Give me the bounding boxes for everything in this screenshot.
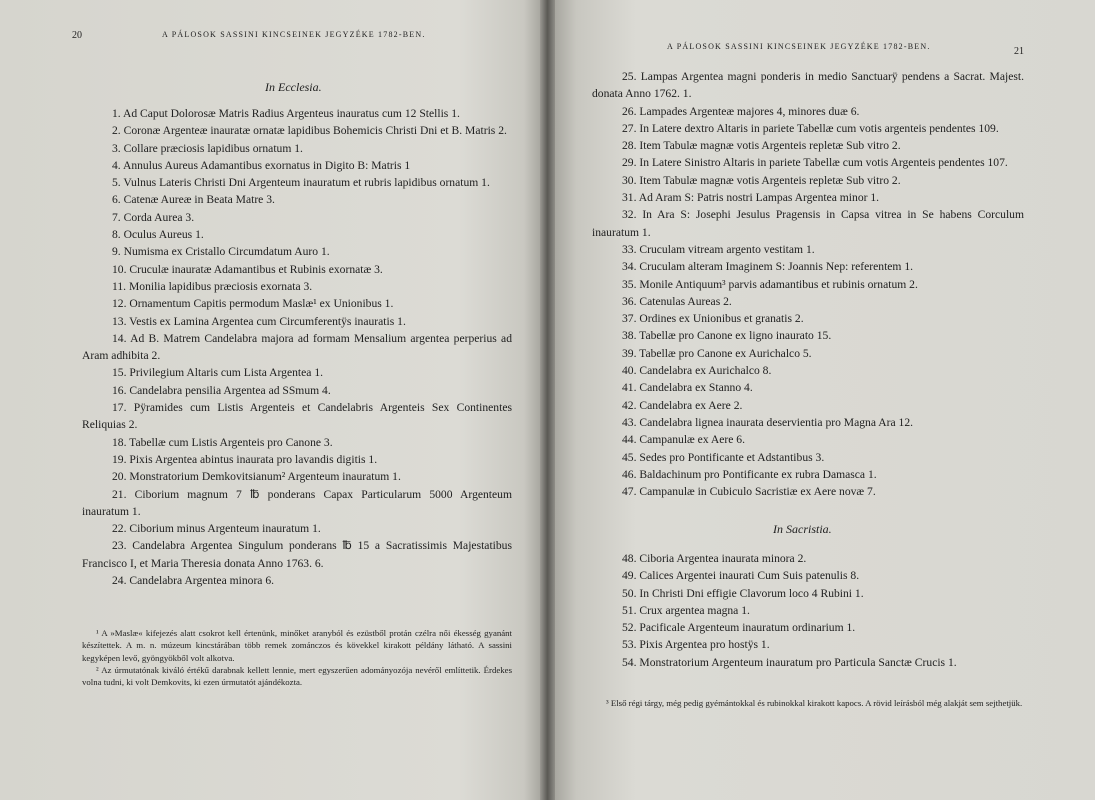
inventory-entry: 4. Annulus Aureus Adamantibus exornatus in Digito B: Matris 1 [112,158,411,172]
inventory-entry: 2. Coronæ Argenteæ inauratæ ornatæ lapidibus Bohemicis Christi Dni et B. Matris 2. [112,124,507,138]
left-page [0,0,540,800]
footnotes [82,627,512,688]
entry-list [82,105,512,589]
inventory-entry: 50. In Christi Dni effigie Clavorum loco 4 Rubini 1. [622,586,864,600]
inventory-entry: 19. Pixis Argentea abintus inaurata pro lavandis digitis 1. [112,452,378,466]
inventory-entry: 40. Candelabra ex Aurichalco 8. [622,364,772,378]
inventory-entry: 11. Monilia lapidibus præciosis exornata 3. [112,279,313,293]
inventory-entry: 33. Cruculam vitream argento vestitam 1. [622,242,815,256]
running-head: A PÁLOSOK SASSINI KINCSEINEK JEGYZÉKE 1782-BEN. [667,42,931,51]
inventory-entry: 13. Vestis ex Lamina Argentea cum Circumferentÿs inauratis 1. [112,314,406,328]
section-title: In Ecclesia. [265,80,322,94]
footnotes [592,697,1024,709]
inventory-entry: 36. Catenulas Aureas 2. [622,294,732,308]
inventory-entry: 15. Privilegium Altaris cum Lista Argentea 1. [112,366,324,380]
inventory-entry: 32. In Ara S: Josephi Jesulus Pragensis in Capsa vitrea in Se habens Corculum inauratum 1. [592,208,1024,239]
footnote: ¹ A »Maslæ« kifejezés alatt csokrot kell értenünk, minőket aranyból és ezüstből protán czélra női ékesség gyanánt készítettek. A m. n. múzeum kincstárában több remek zománczos és kövekkel kirakott példány látható. A sassini kegyképen levő, gyöngyökből volt alkotva. [82,628,512,663]
inventory-entry: 30. Item Tabulæ magnæ votis Argenteis repletæ Sub vitro 2. [622,173,901,187]
inventory-entry: 51. Crux argentea magna 1. [622,603,750,617]
inventory-entry: 49. Calices Argentei inaurati Cum Suis patenulis 8. [622,569,860,583]
inventory-entry: 16. Candelabra pensilia Argentea ad SSmum 4. [112,383,331,397]
inventory-entry: 43. Candelabra lignea inaurata deservientia pro Magna Ara 12. [622,415,914,429]
inventory-entry: 27. In Latere dextro Altaris in pariete Tabellæ cum votis argenteis pendentes 109. [622,121,999,135]
inventory-entry: 6. Catenæ Aureæ in Beata Matre 3. [112,193,275,207]
inventory-entry: 45. Sedes pro Pontificante et Adstantibus 3. [622,450,825,464]
inventory-entry: 48. Ciboria Argentea inaurata minora 2. [622,552,807,565]
inventory-entry: 54. Monstratorium Argenteum inauratum pro Particula Sanctæ Crucis 1. [622,655,957,669]
inventory-entry: 12. Ornamentum Capitis permodum Maslæ¹ ex Unionibus 1. [112,297,394,311]
inventory-entry: 5. Vulnus Lateris Christi Dni Argenteum inauratum et rubris lapidibus ornatum 1. [112,176,490,190]
inventory-entry: 10. Cruculæ inauratæ Adamantibus et Rubinis exornatæ 3. [112,262,383,276]
inventory-entry: 3. Collare præciosis lapidibus ornatum 1. [112,141,303,155]
inventory-entry: 1. Ad Caput Dolorosæ Matris Radius Argenteus inauratus cum 12 Stellis 1. [112,107,460,120]
inventory-entry: 31. Ad Aram S: Patris nostri Lampas Argentea minor 1. [622,191,880,205]
inventory-entry: 25. Lampas Argentea magni ponderis in medio Sanctuarÿ pendens a Sacrat. Majest. donata Anno 1762. 1. [592,70,1024,101]
inventory-entry: 37. Ordines ex Unionibus et granatis 2. [622,312,804,326]
inventory-entry: 9. Numisma ex Cristallo Circumdatum Auro 1. [112,245,330,259]
inventory-entry: 41. Candelabra ex Stanno 4. [622,381,753,395]
section-title: In Sacristia. [773,522,832,536]
footnote: ² Az úrmutatónak kiváló értékű darabnak kellett lennie, mert egyszerűen adományozója nevéről említtetik. Érdekes volna tudni, ki volt Demkovits, ki ezen úrmutatót ajándékozta. [82,664,512,688]
inventory-entry: 34. Cruculam alteram Imaginem S: Joannis Nep: referentem 1. [622,260,914,274]
inventory-entry: 20. Monstratorium Demkovitsianum² Argenteum inauratum 1. [112,470,401,484]
book-gutter [540,0,555,800]
inventory-entry: 35. Monile Antiquum³ parvis adamantibus et rubinis ornatum 2. [622,277,918,291]
inventory-entry: 18. Tabellæ cum Listis Argenteis pro Canone 3. [112,435,333,449]
inventory-entry: 23. Candelabra Argentea Singulum ponderans ℔ 15 a Sacratissimis Majestatibus Francisco I, et Maria Theresia donata Anno 1763. 6. [82,539,512,570]
inventory-entry: 44. Campanulæ ex Aere 6. [622,433,745,447]
inventory-entry: 29. In Latere Sinistro Altaris in pariete Tabellæ cum votis Argenteis pendentes 107. [622,156,1008,170]
inventory-entry: 7. Corda Aurea 3. [112,210,195,224]
inventory-entry: 47. Campanulæ in Cubiculo Sacristiæ ex Aere novæ 7. [622,485,876,499]
inventory-entry: 53. Pixis Argentea pro hostÿs 1. [622,638,770,652]
page-number: 21 [1014,46,1024,57]
running-head: A PÁLOSOK SASSINI KINCSEINEK JEGYZÉKE 1782-BEN. [162,30,426,39]
inventory-entry: 39. Tabellæ pro Canone ex Aurichalco 5. [622,346,812,360]
footnote: ³ Első régi tárgy, még pedig gyémántokkal és rubinokkal kirakott kapocs. A rövid leírásból még alakját sem sejthetjük. [606,698,1023,708]
page-number: 20 [72,30,82,41]
inventory-entry: 42. Candelabra ex Aere 2. [622,398,743,412]
inventory-entry: 38. Tabellæ pro Canone ex ligno inaurato 15. [622,329,832,343]
entry-list [592,68,1024,500]
inventory-entry: 24. Candelabra Argentea minora 6. [112,574,275,588]
inventory-entry: 8. Oculus Aureus 1. [112,228,204,242]
inventory-entry: 28. Item Tabulæ magnæ votis Argenteis repletæ Sub vitro 2. [622,139,901,153]
entry-list [592,550,1024,671]
inventory-entry: 14. Ad B. Matrem Candelabra majora ad formam Mensalium argentea perperius ad Aram adhibita 2. [82,331,512,363]
inventory-entry: 46. Baldachinum pro Pontificante ex rubra Damasca 1. [622,467,877,481]
inventory-entry: 21. Ciborium magnum 7 ℔ ponderans Capax Particularum 5000 Argenteum inauratum 1. [82,487,512,518]
inventory-entry: 52. Pacificale Argenteum inauratum ordinarium 1. [622,621,856,635]
inventory-entry: 17. Pÿramides cum Listis Argenteis et Candelabris Argenteis Sex Continentes Reliquias 2. [82,401,512,432]
inventory-entry: 26. Lampades Argenteæ majores 4, minores duæ 6. [622,104,860,118]
right-page [555,0,1095,800]
inventory-entry: 22. Ciborium minus Argenteum inauratum 1. [112,522,321,536]
